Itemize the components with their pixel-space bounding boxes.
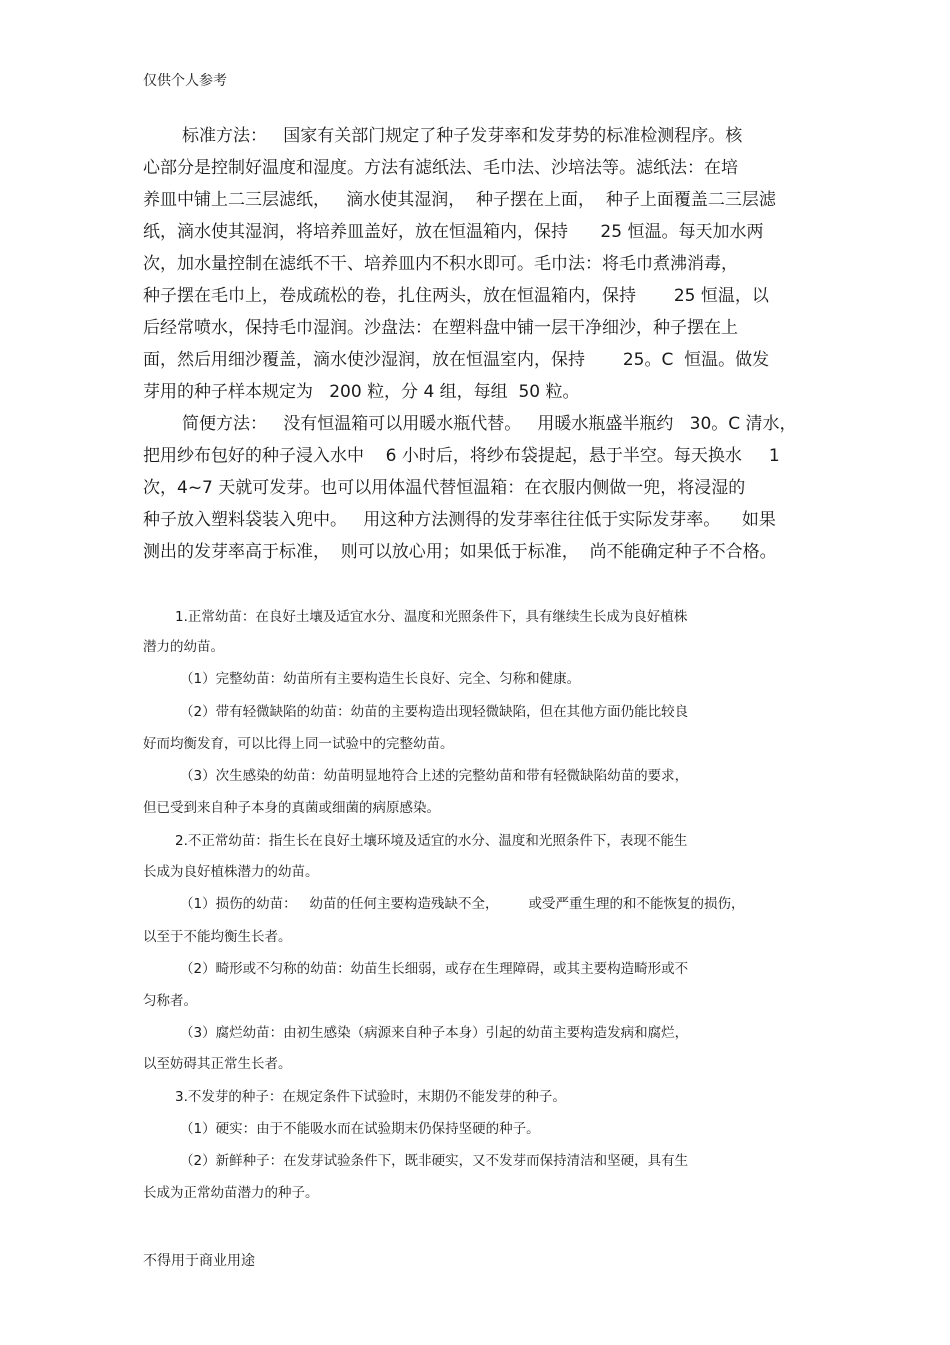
paragraph-line: 养皿中铺上二三层滤纸， 滴水使其湿润， 种子摆在上面， 种子上面覆盖二三层滤 <box>143 190 776 210</box>
paragraph-line: （3）腐烂幼苗：由初生感染（病源来自种子本身）引起的幼苗主要构造发病和腐烂， <box>180 1025 689 1041</box>
paragraph-line: （2）畸形或不匀称的幼苗：幼苗生长细弱，或存在生理障碍，或其主要构造畸形或不 <box>180 961 689 977</box>
paragraph-line: （1）完整幼苗：幼苗所有主要构造生长良好、完全、匀称和健康。 <box>180 671 581 687</box>
page-footer: 不得用于商业用途 <box>143 1253 255 1269</box>
paragraph-line: 以至妨碍其正常生长者。 <box>143 1056 292 1072</box>
paragraph-line: 以至于不能均衡生长者。 <box>143 929 292 945</box>
paragraph-line: 芽用的种子样本规定为 200 粒，分 4 组，每组 50 粒。 <box>143 382 580 402</box>
paragraph-line: 2.不正常幼苗：指生长在良好土壤环境及适宜的水分、温度和光照条件下，表现不能生 <box>175 833 688 849</box>
paragraph-line: 潜力的幼苗。 <box>143 639 224 655</box>
paragraph-line: 测出的发芽率高于标准， 则可以放心用；如果低于标准， 尚不能确定种子不合格。 <box>143 542 777 562</box>
paragraph-line: 次，加水量控制在滤纸不干、培养皿内不积水即可。毛巾法：将毛巾煮沸消毒， <box>143 254 738 274</box>
paragraph-line: 次，4~7 天就可发芽。也可以用体温代替恒温箱：在衣服内侧做一兜，将浸湿的 <box>143 478 746 498</box>
paragraph-line: 后经常喷水，保持毛巾湿润。沙盘法：在塑料盘中铺一层干净细沙，种子摆在上 <box>143 318 738 338</box>
paragraph-line: （2）新鲜种子：在发芽试验条件下，既非硬实，又不发芽而保持清洁和坚硬，具有生 <box>180 1153 689 1169</box>
paragraph-line: 长成为良好植株潜力的幼苗。 <box>143 864 319 880</box>
paragraph-line: 标准方法： 国家有关部门规定了种子发芽率和发芽势的标准检测程序。核 <box>182 126 743 146</box>
paragraph-line: （3）次生感染的幼苗：幼苗明显地符合上述的完整幼苗和带有轻微缺陷幼苗的要求， <box>180 768 689 784</box>
paragraph-line: 种子放入塑料袋装入兜中。 用这种方法测得的发芽率往往低于实际发芽率。 如果 <box>143 510 776 530</box>
page-header: 仅供个人参考 <box>143 73 227 89</box>
paragraph-line: 匀称者。 <box>143 993 197 1009</box>
paragraph-line: 长成为正常幼苗潜力的种子。 <box>143 1185 319 1201</box>
paragraph-line: （1）损伤的幼苗： 幼苗的任何主要构造残缺不全， 或受严重生理的和不能恢复的损伤， <box>180 896 745 912</box>
paragraph-line: 3.不发芽的种子：在规定条件下试验时，末期仍不能发芽的种子。 <box>175 1089 566 1105</box>
paragraph-line: 但已受到来自种子本身的真菌或细菌的病原感染。 <box>143 800 440 816</box>
paragraph-line: （1）硬实：由于不能吸水而在试验期末仍保持坚硬的种子。 <box>180 1121 540 1137</box>
paragraph-line: （2）带有轻微缺陷的幼苗：幼苗的主要构造出现轻微缺陷，但在其他方面仍能比较良 <box>180 704 689 720</box>
paragraph-line: 纸，滴水使其湿润，将培养皿盖好，放在恒温箱内，保持 25 恒温。每天加水两 <box>143 222 764 242</box>
paragraph-line: 种子摆在毛巾上，卷成疏松的卷，扎住两头，放在恒温箱内，保持 25 恒温，以 <box>143 286 769 306</box>
paragraph-line: 好而均衡发育，可以比得上同一试验中的完整幼苗。 <box>143 736 454 752</box>
paragraph-line: 面，然后用细沙覆盖，滴水使沙湿润，放在恒温室内，保持 25。C 恒温。做发 <box>143 350 770 370</box>
paragraph-line: 1.正常幼苗：在良好土壤及适宜水分、温度和光照条件下，具有继续生长成为良好植株 <box>175 609 688 625</box>
paragraph-line: 把用纱布包好的种子浸入水中 6 小时后，将纱布袋提起，悬于半空。每天换水 1 <box>143 446 780 466</box>
paragraph-line: 简便方法： 没有恒温箱可以用暖水瓶代替。 用暖水瓶盛半瓶约 30。C 清水， <box>182 414 797 434</box>
paragraph-line: 心部分是控制好温度和湿度。方法有滤纸法、毛巾法、沙培法等。滤纸法：在培 <box>143 158 738 178</box>
